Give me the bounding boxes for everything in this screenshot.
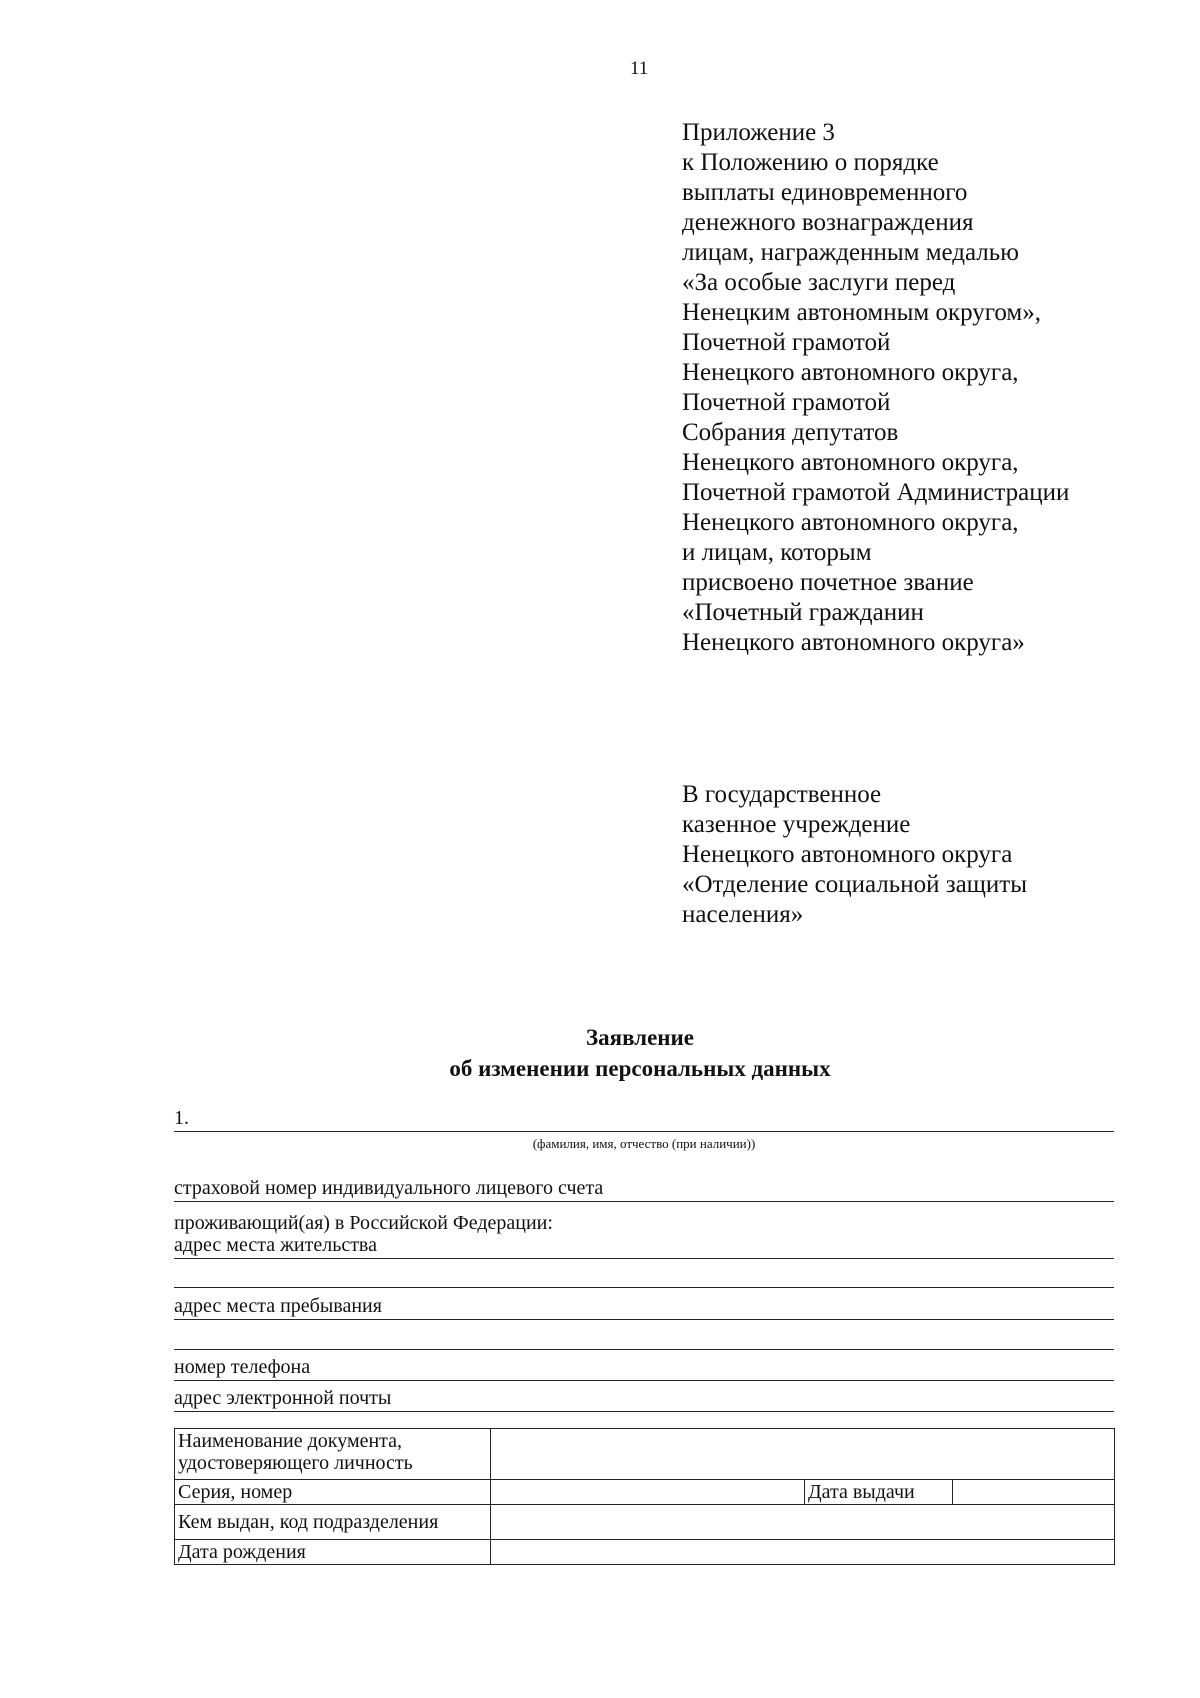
- phone-label: номер телефона: [174, 1356, 311, 1378]
- recipient-line: Ненецкого автономного округа: [682, 841, 1013, 868]
- doc-name-input[interactable]: [491, 1429, 1115, 1480]
- full-name-hint: (фамилия, имя, отчество (при наличии)): [532, 1136, 756, 1151]
- appendix-line: к Положению о порядке: [682, 149, 939, 176]
- birth-date-label: Дата рождения: [175, 1540, 491, 1565]
- series-label: Серия, номер: [175, 1480, 491, 1505]
- series-input[interactable]: [491, 1480, 805, 1505]
- recipient-block: [682, 780, 1027, 930]
- issued-by-input[interactable]: [491, 1505, 1115, 1540]
- snils-label: страховой номер индивидуального лицевого счета: [174, 1177, 604, 1199]
- issued-by-label: Кем выдан, код подразделения: [175, 1505, 491, 1540]
- table-row: [175, 1429, 1115, 1480]
- document-title: [0, 1022, 1200, 1084]
- appendix-line: Приложение 3: [682, 119, 835, 146]
- recipient-line: «Отделение социальной защиты: [682, 871, 1028, 898]
- appendix-line: присвоено почетное звание: [682, 569, 974, 596]
- email-label: адрес электронной почты: [174, 1387, 392, 1409]
- title-subtitle: об изменении персональных данных: [449, 1056, 831, 1081]
- stay-address-field[interactable]: [174, 1295, 1114, 1320]
- snils-field[interactable]: [174, 1177, 1114, 1202]
- appendix-line: «Почетный гражданин: [682, 599, 924, 626]
- email-field[interactable]: [174, 1387, 1114, 1412]
- appendix-line: Почетной грамотой Администрации: [682, 479, 1070, 506]
- recipient-line: казенное учреждение: [682, 811, 911, 838]
- appendix-header: [682, 118, 1069, 658]
- item-number: 1.: [174, 1107, 189, 1129]
- page-number: 11: [630, 58, 649, 79]
- table-row: [175, 1480, 1115, 1505]
- doc-name-label: [175, 1429, 491, 1480]
- appendix-line: «За особые заслуги перед: [682, 269, 956, 296]
- table-row: [175, 1505, 1115, 1540]
- appendix-line: Почетной грамотой: [682, 389, 891, 416]
- appendix-line: и лицам, которым: [682, 539, 872, 566]
- doc-name-label-line: Наименование документа,: [178, 1430, 403, 1452]
- appendix-line: Ненецкого автономного округа»: [682, 629, 1025, 656]
- residence-address-field[interactable]: [174, 1234, 1114, 1259]
- birth-date-input[interactable]: [491, 1540, 1115, 1565]
- recipient-line: населения»: [682, 901, 804, 928]
- stay-address-label: адрес места пребывания: [174, 1295, 382, 1317]
- residence-address-label: адрес места жительства: [174, 1234, 377, 1256]
- appendix-line: Ненецкого автономного округа,: [682, 359, 1019, 386]
- appendix-line: лицам, награжденным медалью: [682, 239, 1019, 266]
- residence-address-extra-line[interactable]: [174, 1286, 1114, 1288]
- stay-address-extra-line[interactable]: [174, 1348, 1114, 1350]
- appendix-line: Ненецкого автономного округа,: [682, 509, 1019, 536]
- recipient-line: В государственное: [682, 781, 882, 808]
- issue-date-label: Дата выдачи: [805, 1480, 953, 1505]
- appendix-line: Собрания депутатов: [682, 419, 899, 446]
- appendix-line: Ненецкого автономного округа,: [682, 449, 1019, 476]
- appendix-line: Ненецким автономным округом»,: [682, 299, 1041, 326]
- issue-date-input[interactable]: [953, 1480, 1115, 1505]
- appendix-line: денежного вознаграждения: [682, 209, 974, 236]
- residing-label: проживающий(ая) в Российской Федерации:: [174, 1212, 553, 1234]
- doc-name-label-line: удостоверяющего личность: [178, 1452, 413, 1474]
- appendix-line: выплаты единовременного: [682, 179, 968, 206]
- phone-field[interactable]: [174, 1356, 1114, 1381]
- id-document-table: [174, 1428, 1115, 1565]
- full-name-field[interactable]: [174, 1107, 1114, 1132]
- title-line: Заявление: [585, 1025, 695, 1050]
- appendix-line: Почетной грамотой: [682, 329, 891, 356]
- table-row: [175, 1540, 1115, 1565]
